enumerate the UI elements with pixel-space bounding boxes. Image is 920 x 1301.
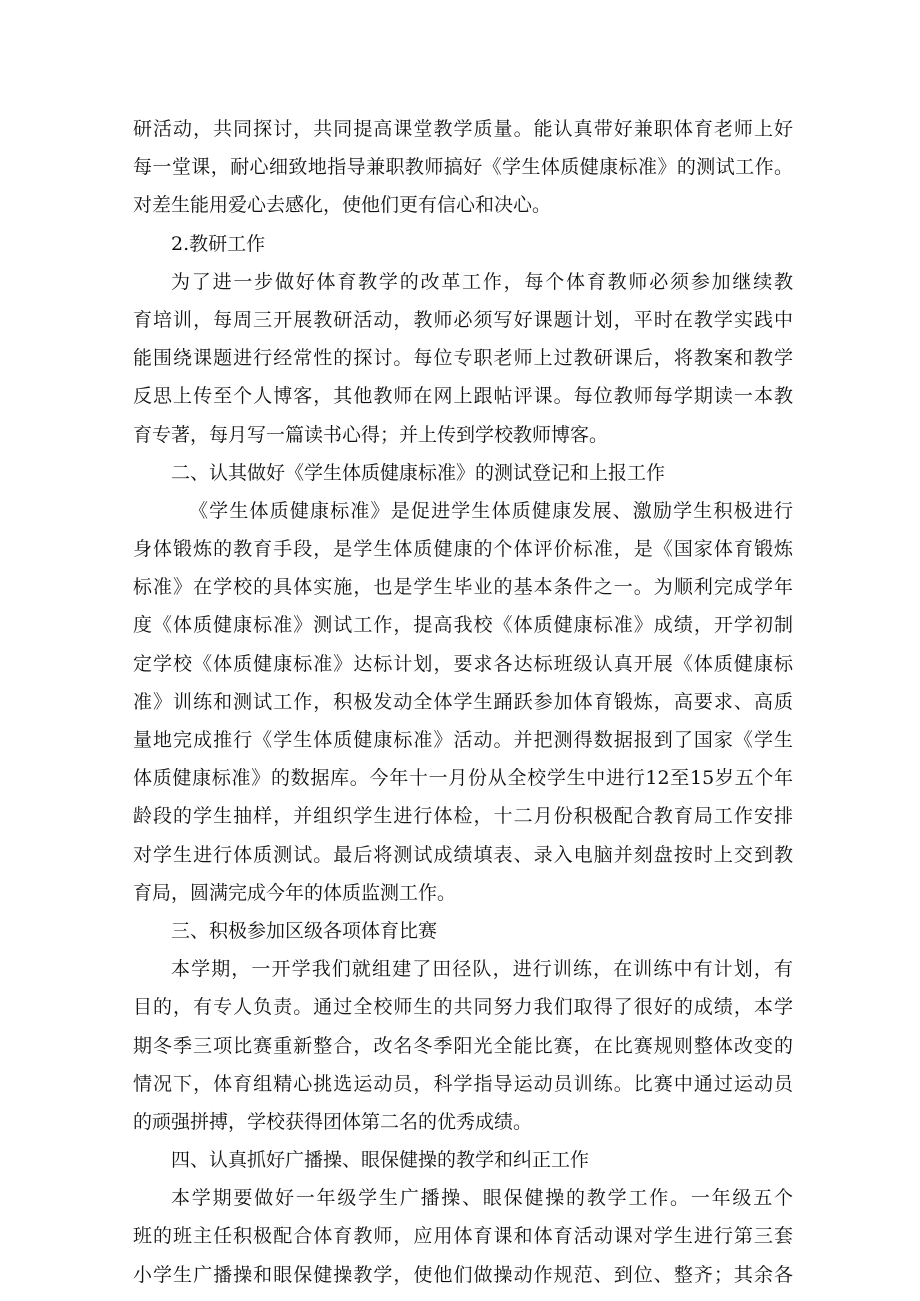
paragraph-line: 对学生进行体质测试。最后将测试成绩填表、录入电脑并刻盘按时上交到教 (133, 843, 793, 866)
paragraph-line: 情况下，体育组精心挑选运动员，科学指导运动员训练。比赛中通过运动员 (133, 1072, 793, 1095)
paragraph-line: 目的，有专人负责。通过全校师生的共同努力我们取得了很好的成绩，本学 (133, 996, 793, 1019)
paragraph-line: 度《体质健康标准》测试工作，提高我校《体质健康标准》成绩，开学初制 (133, 614, 793, 637)
section-heading: 三、积极参加区级各项体育比赛 (171, 919, 438, 942)
paragraph-line: 本学期要做好一年级学生广播操、眼保健操的教学工作。一年级五个 (171, 1187, 793, 1210)
document-page (133, 110, 793, 1294)
paragraph-line: 身体锻炼的教育手段，是学生体质健康的个体评价标准，是《国家体育锻炼 (133, 538, 793, 561)
section-heading: 2.教研工作 (171, 232, 266, 255)
paragraph-line: 标准》在学校的具体实施，也是学生毕业的基本条件之一。为顺利完成学年 (133, 576, 793, 599)
paragraph-line: 龄段的学生抽样，并组织学生进行体检，十二月份积极配合教育局工作安排 (133, 805, 793, 828)
section-heading: 二、认其做好《学生体质健康标准》的测试登记和上报工作 (171, 461, 666, 484)
paragraph-line: 定学校《体质健康标准》达标计划，要求各达标班级认真开展《体质健康标 (133, 652, 793, 675)
paragraph-line: 准》训练和测试工作，积极发动全体学生踊跃参加体育锻炼，高要求、高质 (133, 690, 793, 713)
paragraph-line: 育培训，每周三开展教研活动，教师必须写好课题计划，平时在教学实践中 (133, 308, 793, 331)
paragraph-line: 研活动，共同探讨，共同提高课堂教学质量。能认真带好兼职体育老师上好 (133, 118, 793, 140)
paragraph-line: 每一堂课，耐心细致地指导兼职教师搞好《学生体质健康标准》的测试工作。 (133, 156, 793, 179)
paragraph-line: 本学期，一开学我们就组建了田径队，进行训练，在训练中有计划，有 (171, 958, 793, 981)
section-heading: 四、认真抓好广播操、眼保健操的教学和纠正工作 (171, 1149, 590, 1172)
paragraph-line: 《学生体质健康标准》是促进学生体质健康发展、激励学生积极进行 (189, 499, 793, 522)
paragraph-line: 育局，圆满完成今年的体质监测工作。 (133, 881, 457, 904)
paragraph-line: 为了进一步做好体育教学的改革工作，每个体育教师必须参加继续教 (171, 270, 793, 293)
paragraph-line: 量地完成推行《学生体质健康标准》活动。并把测得数据报到了国家《学生 (133, 729, 793, 751)
paragraph-line: 期冬季三项比赛重新整合，改名冬季阳光全能比赛，在比赛规则整体改变的 (133, 1034, 793, 1057)
paragraph-line: 对差生能用爱心去感化，使他们更有信心和决心。 (133, 194, 552, 217)
paragraph-line: 育专著，每月写一篇读书心得；并上传到学校教师博客。 (133, 423, 609, 446)
paragraph-line: 体质健康标准》的数据库。今年十一月份从全校学生中进行12至15岁五个年 (133, 767, 793, 790)
paragraph-line: 能围绕课题进行经常性的探讨。每位专职老师上过教研课后，将教案和教学 (133, 347, 793, 370)
paragraph-line: 班的班主任积极配合体育教师，应用体育课和体育活动课对学生进行第三套 (133, 1225, 793, 1248)
paragraph-line: 反思上传至个人博客，其他教师在网上跟帖评课。每位教师每学期读一本教 (133, 385, 793, 408)
paragraph-line: 的顽强拼搏，学校获得团体第二名的优秀成绩。 (133, 1110, 533, 1133)
paragraph-line: 小学生广播操和眼保健操教学，使他们做操动作规范、到位、整齐；其余各 (133, 1263, 793, 1286)
